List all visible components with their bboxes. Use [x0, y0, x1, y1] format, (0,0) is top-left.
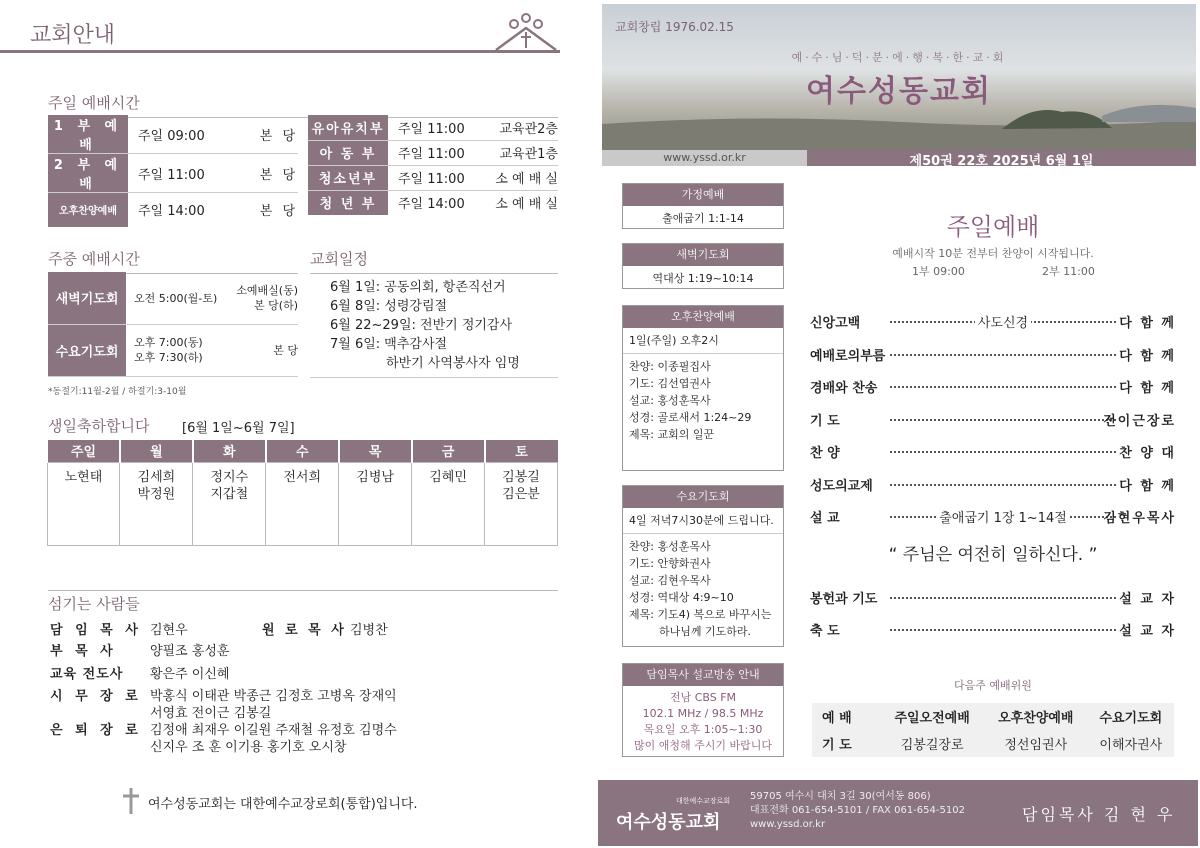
midweek-place-2: 본 당(하) [254, 298, 298, 312]
website-url[interactable]: www.yssd.or.kr [663, 151, 746, 164]
staff-heading: 섬기는 사람들 [48, 590, 558, 614]
afternoon-worship-box [622, 305, 784, 471]
box-title: 가정예배 [623, 184, 783, 206]
leader-dots [890, 354, 1116, 356]
table-row [48, 324, 298, 376]
footer-address: 59705 여수시 대치 3길 30(여서동 806) [750, 791, 931, 802]
page-title: 교회안내 [30, 23, 116, 48]
birthday-heading: 생일축하합니다 [48, 417, 150, 435]
calendar-item: 7월 6일: 맥추감사절 [330, 337, 448, 352]
order-leader: 다 함 께 [1119, 381, 1176, 396]
box-title: 오후찬양예배 [623, 306, 783, 328]
order-leader: 설 교 자 [1119, 592, 1176, 607]
birthday-name: 김병남 [356, 469, 394, 485]
order-row [810, 588, 1176, 608]
box-lines [623, 534, 783, 644]
staff-label: 부 목 사 [50, 644, 117, 659]
table-row [308, 140, 558, 165]
birthday-header-row [47, 440, 558, 462]
birthday-name: 김세희 [137, 469, 176, 485]
next-week-table [812, 703, 1174, 757]
table-header: 예 배 [822, 711, 852, 726]
box-title: 담임목사 설교방송 안내 [623, 664, 783, 686]
leader-dots [890, 419, 1116, 421]
birthday-name: 정지수 [210, 469, 249, 485]
issue-info: 제50권 22호 2025년 6월 1일 [909, 154, 1094, 169]
order-detail: 출애굽기 1장 1~14절 [936, 511, 1070, 526]
sunday-table-b [308, 115, 558, 215]
cross-icon [120, 786, 142, 816]
season-note: *동절기:11월-2월 / 하절기:3-10월 [48, 387, 187, 397]
midweek-label: 수요기도회 [48, 324, 126, 376]
order-label: 축 도 [810, 624, 840, 639]
midweek-place: 본 당 [229, 324, 298, 376]
leader-dots [890, 386, 1116, 388]
calendar-item: 하반기 사역봉사자 임명 [386, 356, 520, 371]
staff-value [150, 722, 397, 756]
box-line: 설교: 홍성훈목사 [629, 394, 711, 407]
footer-url[interactable]: www.yssd.or.kr [750, 819, 826, 830]
midweek-label: 새벽기도회 [48, 272, 126, 324]
midweek-table [48, 272, 298, 377]
birthday-name: 박정원 [137, 486, 176, 502]
midweek-time-2: 오후 7:30(하) [134, 351, 203, 364]
birthday-name: 김은분 [502, 486, 540, 502]
midweek-place-1: 소예배실(동) [236, 283, 298, 297]
box-time: 1일(주일) 오후2시 [623, 328, 783, 354]
service-time: 주일 09:00 [138, 128, 205, 144]
order-row [810, 345, 1176, 365]
calendar-heading: 교회일정 [310, 248, 558, 274]
order-detail: 사도신경 [975, 316, 1031, 331]
staff-value: 김현우 [150, 623, 188, 638]
staff-row-elders [0, 688, 560, 722]
day-header: 월 [120, 440, 193, 462]
sermon-title: “ 주님은 여전히 일하신다. ” [888, 545, 1098, 565]
order-leader: 다 함 께 [1119, 348, 1176, 364]
birthday-name: 김봉길 [502, 469, 540, 485]
founding-date: 교회창립 1976.02.15 [615, 20, 734, 34]
staff-label: 담 임 목 사 [50, 623, 142, 638]
order-label: 성도의교제 [810, 478, 873, 494]
table-cell: 기 도 [822, 738, 852, 753]
day-header: 목 [339, 440, 412, 462]
staff-line: 신지우 조 훈 이기용 홍기호 오시창 [150, 740, 347, 755]
service-label: 1 부 예 배 [48, 115, 128, 154]
order-detail-wrap [890, 312, 1116, 331]
birthday-cell [47, 462, 120, 545]
table-cell: 이해자권사 [1099, 738, 1163, 753]
service-place: 본 당 [259, 128, 298, 144]
order-row [810, 312, 1176, 332]
midweek-place [229, 272, 298, 324]
box-line: 전남 CBS FM [669, 691, 737, 704]
birthday-cell [193, 462, 266, 545]
order-label: 찬 양 [810, 446, 840, 461]
footer-contact [750, 790, 965, 832]
table-row [812, 703, 1174, 730]
staff-row-associate [0, 643, 560, 661]
box-line: 기도: 안향화권사 [629, 557, 711, 570]
table-row [48, 193, 298, 227]
table-header: 오후찬양예배 [998, 711, 1074, 726]
day-header: 토 [485, 440, 558, 462]
box-line: 기도: 김선엽권사 [629, 377, 711, 390]
midweek-time-1: 오후 7:00(동) [134, 336, 203, 349]
order-leader: 설 교 자 [1119, 624, 1176, 639]
dept-label: 아 동 부 [308, 140, 388, 165]
calendar-list [310, 272, 558, 378]
footer-phone: 대표전화 061-654-5101 / FAX 061-654-5102 [750, 805, 965, 816]
midweek-heading: 주중 예배시간 [48, 248, 298, 274]
order-row [810, 442, 1176, 462]
staff-row-retired [0, 722, 560, 756]
table-row [48, 272, 298, 324]
birthday-table [46, 440, 558, 546]
order-row [810, 475, 1176, 495]
order-label: 기 도 [810, 413, 840, 429]
order-label: 신앙고백 [810, 316, 861, 331]
staff-label: 시 무 장 로 [50, 689, 142, 704]
staff-value: 황은주 이신혜 [150, 667, 230, 682]
header-rule [0, 50, 560, 53]
service-place: 본 당 [241, 193, 298, 227]
box-title: 새벽기도회 [623, 244, 783, 266]
dept-label: 유아유치부 [308, 115, 388, 140]
dept-time: 주일 11:00 [388, 140, 482, 165]
box-line: 찬양: 홍성훈목사 [629, 540, 711, 553]
service-place: 본 당 [241, 154, 298, 193]
box-line: 하나님께 기도하라. [659, 625, 752, 638]
order-row [810, 377, 1176, 397]
table-header: 주일오전예배 [894, 711, 970, 726]
birthday-names-row [47, 462, 558, 545]
leader-dots [890, 629, 1116, 631]
day-header: 금 [412, 440, 485, 462]
order-label: 봉헌과 기도 [810, 592, 878, 607]
sunday-table-a [48, 115, 298, 227]
church-motto: 예·수·님·덕·분·에·행·복·한·교·회 [791, 51, 1007, 64]
box-lines [623, 354, 783, 447]
dept-time: 주일 11:00 [388, 165, 482, 190]
birthday-cell [412, 462, 485, 545]
leader-dots [890, 451, 1116, 453]
box-line: 목요일 오후 1:05~1:30 [643, 723, 763, 736]
staff-line: 김정애 최재우 이길원 주재철 유정호 김명수 [150, 723, 397, 738]
leader-dots [890, 484, 1116, 486]
order-leader: 김현우목사 [1103, 511, 1176, 526]
church-name: 여수성동교회 [806, 74, 992, 109]
midweek-time [126, 324, 229, 376]
birthday-name: 노현태 [64, 469, 103, 485]
service-label: 오후찬양예배 [48, 193, 128, 227]
staff-value: 김병찬 [350, 623, 388, 638]
table-row [812, 730, 1174, 757]
dept-place: 소 예 배 실 [482, 190, 558, 215]
order-leader: 찬 양 대 [1119, 446, 1176, 461]
table-cell: 정선임권사 [1004, 738, 1068, 753]
box-line: 성경: 역대상 4:9~10 [629, 591, 734, 604]
midweek-time: 오전 5:00(월-토) [126, 272, 229, 324]
order-leader: 다 함 께 [1119, 478, 1176, 494]
staff-label: 은 퇴 장 로 [50, 723, 142, 738]
box-line: 많이 애청해 주시기 바랍니다 [633, 739, 772, 752]
calendar-item: 6월 8일: 성령강림절 [330, 299, 448, 314]
service-time: 주일 14:00 [128, 193, 241, 227]
order-detail-wrap [890, 507, 1116, 526]
dept-place: 교육관2층 [499, 121, 558, 137]
order-label: 예배로의부름 [810, 348, 886, 364]
staff-row-evangelist [0, 666, 560, 684]
service-label: 2 부 예 배 [48, 154, 128, 193]
footer-logo-small: 대한예수교장로회 [676, 797, 731, 805]
staff-label: 교육 전도사 [50, 667, 124, 682]
staff-line: 박홍식 이태관 박종근 김정호 고병옥 장재익 [150, 689, 397, 704]
birthday-cell [339, 462, 412, 545]
box-line: 102.1 MHz / 98.5 MHz [642, 707, 764, 720]
order-label: 설 교 [810, 511, 840, 526]
order-row [810, 507, 1176, 527]
box-line: 설교: 김현우목사 [629, 574, 711, 587]
order-leader: 전이근장로 [1103, 413, 1176, 429]
day-header: 주일 [47, 440, 120, 462]
day-header: 수 [266, 440, 339, 462]
next-week-heading: 다음주 예배위원 [954, 679, 1032, 692]
birthday-range: [6월 1일~6월 7일] [182, 421, 295, 436]
box-lines [623, 686, 783, 758]
staff-value: 양필조 홍성훈 [150, 644, 230, 659]
box-line: 제목: 기도4) 복으로 바꾸시는 [629, 608, 772, 621]
table-header: 수요기도회 [1099, 711, 1163, 726]
birthday-name: 김혜민 [429, 469, 467, 485]
wednesday-prayer-box [622, 485, 784, 647]
birthday-name: 전서희 [283, 469, 322, 485]
footer-logo-name: 여수성동교회 [616, 812, 721, 833]
dept-time: 주일 11:00 [398, 121, 465, 137]
sunday-heading: 주일 예배시간 [48, 92, 558, 118]
service-time-1: 1부 09:00 [912, 265, 965, 278]
radio-broadcast-box [622, 663, 784, 757]
box-line: 찬양: 이종필집사 [629, 360, 711, 373]
denomination-text: 여수성동교회는 대한예수교장로회(통합)입니다. [148, 797, 418, 812]
dept-place: 교육관1층 [482, 140, 558, 165]
table-row [308, 190, 558, 215]
service-time-2: 2부 11:00 [1042, 265, 1095, 278]
footer-pastor: 담임목사 김 현 우 [1022, 805, 1176, 824]
dept-time: 주일 14:00 [388, 190, 482, 215]
birthday-cell [485, 462, 558, 545]
table-row [308, 165, 558, 190]
leader-dots [890, 597, 1116, 599]
box-text: 역대상 1:19~10:14 [652, 272, 754, 285]
calendar-item: 6월 22~29일: 전반기 정기감사 [330, 318, 513, 333]
birthday-cell [266, 462, 339, 545]
table-row [48, 115, 298, 154]
box-time: 4일 저녁7시30분에 드립니다. [623, 508, 783, 534]
service-notice: 예배시작 10분 전부터 찬양이 시작됩니다. [892, 247, 1094, 260]
dept-label: 청 년 부 [308, 190, 388, 215]
table-row [48, 154, 298, 193]
box-title: 수요기도회 [623, 486, 783, 508]
dept-label: 청소년부 [308, 165, 388, 190]
box-line: 제목: 교회의 일꾼 [629, 428, 715, 441]
order-row [810, 410, 1176, 430]
family-worship-box [622, 183, 784, 229]
day-header: 화 [193, 440, 266, 462]
staff-line: 서영효 전이근 김봉길 [150, 706, 272, 721]
service-time: 주일 11:00 [128, 154, 241, 193]
church-logo-icon [492, 10, 560, 54]
service-title: 주일예배 [946, 213, 1040, 241]
birthday-cell [120, 462, 193, 545]
box-line: 성경: 골로새서 1:24~29 [629, 411, 752, 424]
dawn-prayer-box [622, 243, 784, 289]
staff-row-senior [0, 622, 560, 640]
staff-label: 원 로 목 사 [262, 623, 347, 638]
birthday-name: 지갑철 [210, 486, 249, 502]
table-cell: 김봉길장로 [900, 738, 964, 753]
order-label: 경배와 찬송 [810, 381, 878, 396]
table-row [308, 115, 558, 140]
dept-place: 소 예 배 실 [482, 165, 558, 190]
staff-value [150, 688, 397, 722]
box-text: 출애굽기 1:1-14 [662, 212, 744, 225]
order-leader: 다 함 께 [1119, 316, 1176, 331]
calendar-item: 6월 1일: 공동의회, 항존직선거 [330, 280, 506, 295]
order-row [810, 620, 1176, 640]
